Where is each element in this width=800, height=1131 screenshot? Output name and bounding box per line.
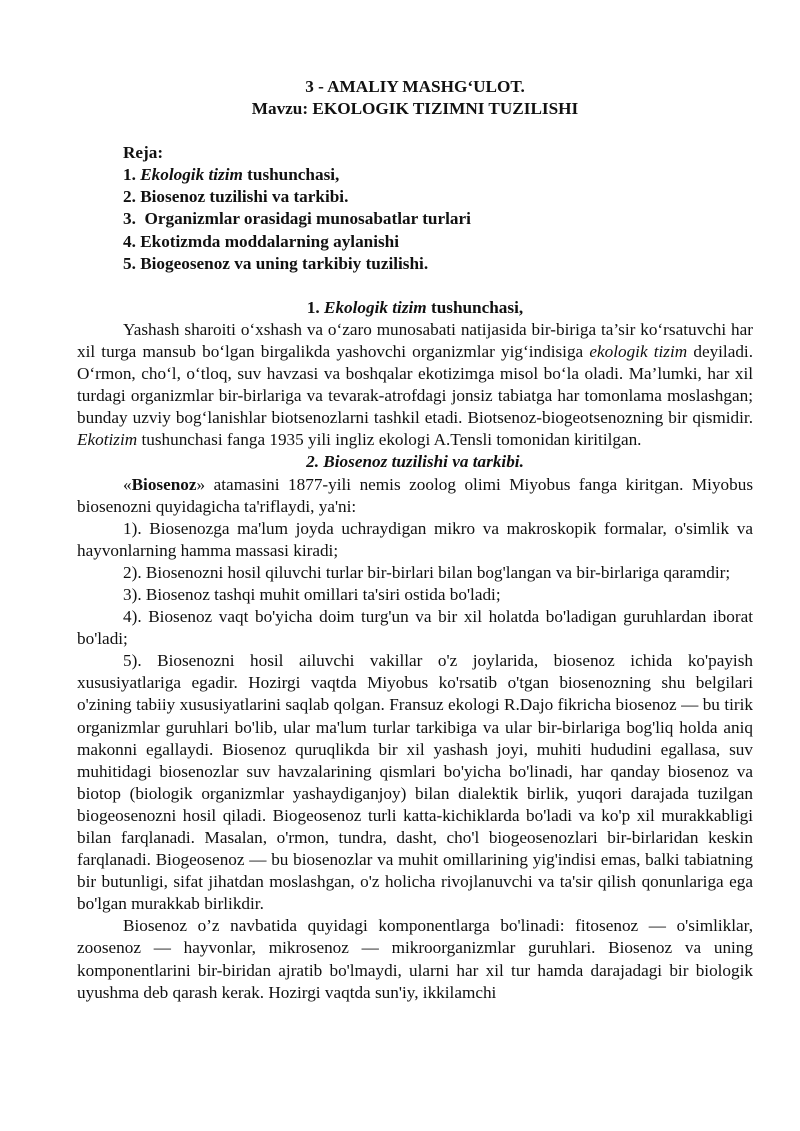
section-1-number: 1. [306,297,320,317]
paragraph-text: Yashash sharoiti o‘xshash va o‘zaro munosabati natijasida bir-biriga ta’sir ko‘rsatuvchi har xil turga mansub bo‘lgan birgalikda yashovchi organizmlar yig‘indisiga [77,319,753,361]
biosenoz-term: Biosenoz [131,474,197,494]
open-quote: « [123,474,132,494]
paragraph-text: deyiladi. O‘rmon, cho‘l, o‘tloq, suv havzasi va boshqalar ekotizimga misol bo‘la oladi. Ma’lumki, har xil turdagi organizmlar bir-birlariga va tevarak-atrofdagi jonsiz tabiatga har tomonlama moslashgan; bunday uzviy bog‘lanishlar biotsenozlarni tashkil etadi. Biotsenoz-biogeotsenozning bir qismidir. [77,341,754,428]
plan-item-1-rest: tushunchasi, [247,165,340,185]
section-1-paragraph [77,319,753,452]
section-2-paragraph-1 [77,474,753,518]
plan-item-3: 3. Organizmlar orasidagi munosabatlar turlari [123,209,471,229]
section-2-list-item-1: 1). Biosenozga ma'lum joyda uchraydigan mikro va makroskopik formalar, o'simlik va hayvonlarning hamma massasi kiradi; [77,518,753,560]
paragraph-text: tushunchasi fanga 1935 yili ingliz ekologi A.Tensli tomonidan kiritilgan. [141,430,642,450]
close-quote: » [196,474,206,494]
section-2-heading: 2. Biosenoz tuzilishi va tarkibi. [306,452,524,472]
plan-item-1-term: Ekologik tizim [140,165,243,185]
section-2-list-item-5: 5). Biosenozni hosil ailuvchi vakillar o'z joylarida, biosenoz ichida ko'payish xususiyatlariga egadir. Hozirgi vaqtda Miyobus ko'rsatib o'tgan biosenozning shu belgilari o'zining tabiiy xususiyatlarini saqlab qolgan. Fransuz ekologi R.Dajo fikricha biosenoz — bu tirik organizmlar guruhlari bo'lib, ular ma'lum turlar tarkibiga va ular bir-birlariga bog'liq holda aniq makonni egallaydi. Biosenoz quruqlikda bir xil yashash joyi, muhiti hududini egallasa, suv muhitidagi biosenozlar suv havzalarining qismlari bo'yicha bo'linadi, har qanday biosenoz va biotop (biologik organizmlar yashaydiganjoy) bilan dialektik birlik, yuqori darajada tuzilgan biogeosenozni hosil qiladi. Biogeosenoz turli katta-kichiklarda bo'ladi va ko'p xil murakkabligi bilan farqlanadi. Masalan, o'rmon, tundra, dasht, cho'l biogeosenozlari bir-birlaridan keskin farqlanadi. Biogeosenoz — bu biosenozlar va muhit omillarining yig'indisi emas, balki tabiatning bir butunligi, sifat jihatdan moslashgan, o'z holicha rivojlanuvchi va ta'sir qilish qonunlariga ega bo'lgan murakkab birlikdir. [77,651,753,914]
paragraph-text: atamasini 1877-yili nemis zoolog olimi Miyobus fanga kiritgan. Miyobus biosenozni quyidagicha ta'riflaydi, ya'ni: [77,474,754,516]
ecological-system-term: ekologik tizim [589,341,688,361]
practice-title: 3 - AMALIY MASHG‘ULOT. [305,77,525,96]
plan-item-1-number: 1. [123,165,136,185]
section-2-list-item-3: 3). Biosenoz tashqi muhit omillari ta'siri ostida bo'ladi; [123,584,501,604]
plan-heading: Reja: [123,143,164,163]
section-2-list-item-2: 2). Biosenozni hosil qiluvchi turlar bir-birlari bilan bog'langan va bir-birlariga qaramdir; [123,562,731,582]
section-1-term: Ekologik tizim [324,297,427,317]
section-2-list-item-4: 4). Biosenoz vaqt bo'yicha doim turg'un va bir xil holatda bo'ladigan guruhlardan iborat bo'ladi; [77,607,753,649]
topic-title: Mavzu: EKOLOGIK TIZIMNI TUZILISHI [251,99,579,119]
section-2-paragraph-components: Biosenoz o’z navbatida quyidagi komponentlarga bo'linadi: fitosenoz — o'simliklar, zoosenoz — hayvonlar, mikrosenoz — mikroorganizmlar guruhlari. Biosenoz va uning komponentlarini bir-biridan ajratib bo'lmaydi, ularni har xil tur hamda darajadagi bir biologik uyushma deb qarash kerak. Hozirgi vaqtda sun'iy, ikkilamchi [77,916,753,1002]
document-page [77,76,753,1004]
section-1-rest: tushunchasi, [430,297,524,317]
ecosystem-term: Ekotizim [77,430,138,450]
plan-item-5: 5. Biogeosenoz va uning tarkibiy tuzilishi. [123,253,429,273]
plan-block [77,142,753,275]
plan-item-4: 4. Ekotizmda moddalarning aylanishi [123,231,400,251]
plan-item-2: 2. Biosenoz tuzilishi va tarkibi. [123,187,349,207]
section-1-heading [77,297,753,319]
plan-item-1 [123,164,753,186]
